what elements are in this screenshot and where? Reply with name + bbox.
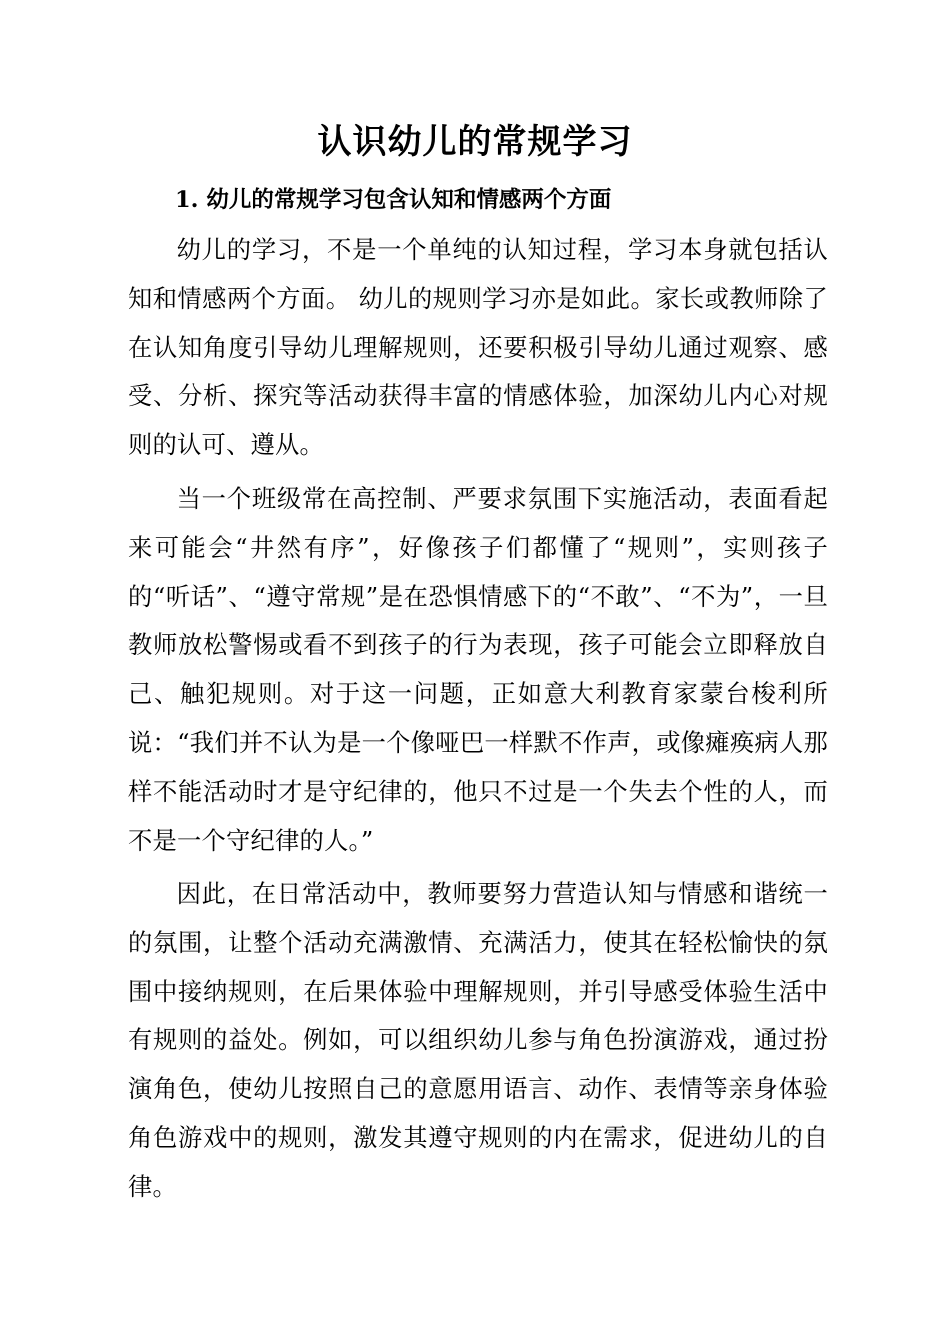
section-heading: 1. 幼儿的常规学习包含认知和情感两个方面 bbox=[175, 187, 612, 213]
document-title: 认识幼儿的常规学习 bbox=[317, 122, 633, 162]
body-paragraph-2: 当一个班级常在高控制、严要求氛围下实施活动，表面看起来可能会“井然有序”，好像孩子们都懂了“规则”，实则孩子的“听话”、“遵守常规”是在恐惧情感下的“不敢”、“不为”，一旦教师放松警惕或看不到孩子的行为表现，孩子可能会立即释放自己、触犯规则。对于这一问题，正如意大利教育家蒙台梭利所说：“我们并不认为是一个像哑巴一样默不作声，或像瘫痪病人那样不能活动时才是守纪律的，他只不过是一个失去个性的人，而不是一个守纪律的人。” bbox=[128, 484, 828, 855]
body-paragraph-3: 因此，在日常活动中，教师要努力营造认知与情感和谐统一的氛围，让整个活动充满激情、充满活力，使其在轻松愉快的氛围中接纳规则，在后果体验中理解规则，并引导感受体验生活中有规则的益处。例如，可以组织幼儿参与角色扮演游戏，通过扮演角色，使幼儿按照自己的意愿用语言、动作、表情等亲身体验角色游戏中的规则，激发其遵守规则的内在需求，促进幼儿的自律。 bbox=[128, 879, 828, 1201]
body-paragraph-1: 幼儿的学习，不是一个单纯的认知过程，学习本身就包括认知和情感两个方面。 幼儿的规则学习亦是如此。家长或教师除了在认知角度引导幼儿理解规则，还要积极引导幼儿通过观察、感受、分析、探究等活动获得丰富的情感体验，加深幼儿内心对规则的认可、遵从。 bbox=[128, 235, 828, 460]
